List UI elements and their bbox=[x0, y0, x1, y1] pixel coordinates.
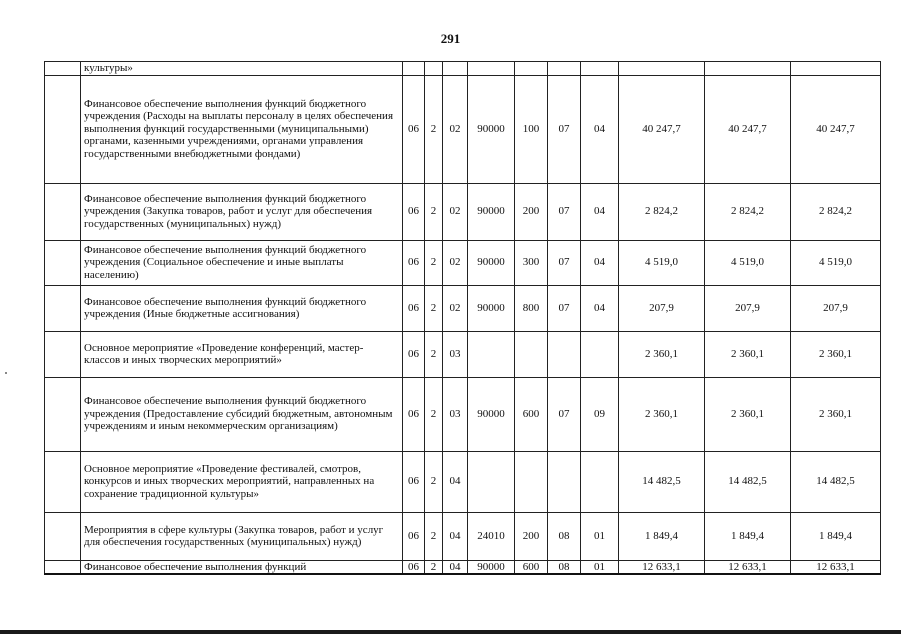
sum-year-1-cell: 2 824,2 bbox=[619, 183, 705, 240]
direction-code-cell bbox=[468, 331, 515, 377]
sum-year-2-cell: 14 482,5 bbox=[705, 451, 791, 512]
expense-type-cell: 300 bbox=[515, 240, 548, 285]
subprogram-code-cell: 2 bbox=[425, 512, 443, 560]
expense-name-cell: Основное мероприятие «Проведение конференций, мастер-классов и иных творческих мероприятий» bbox=[81, 331, 403, 377]
sum-year-1-cell: 1 849,4 bbox=[619, 512, 705, 560]
direction-code-cell: 90000 bbox=[468, 285, 515, 331]
expense-type-cell: 200 bbox=[515, 512, 548, 560]
sum-year-3-cell: 207,9 bbox=[791, 285, 881, 331]
program-code-cell: 06 bbox=[403, 240, 425, 285]
expense-type-cell bbox=[515, 331, 548, 377]
direction-code-cell: 90000 bbox=[468, 560, 515, 574]
section-cell bbox=[548, 451, 581, 512]
program-code-cell: 06 bbox=[403, 377, 425, 451]
subsection-cell: 04 bbox=[581, 240, 619, 285]
program-code-cell: 06 bbox=[403, 285, 425, 331]
direction-code-cell: 24010 bbox=[468, 512, 515, 560]
table-row bbox=[45, 512, 881, 560]
row-number-cell bbox=[45, 512, 81, 560]
sum-year-2-cell: 2 360,1 bbox=[705, 331, 791, 377]
sum-year-3-cell: 1 849,4 bbox=[791, 512, 881, 560]
table-row bbox=[45, 377, 881, 451]
sum-year-3-cell: 2 824,2 bbox=[791, 183, 881, 240]
table-row bbox=[45, 183, 881, 240]
event-code-cell: 04 bbox=[443, 560, 468, 574]
section-cell: 07 bbox=[548, 377, 581, 451]
sum-year-1-cell: 207,9 bbox=[619, 285, 705, 331]
direction-code-cell bbox=[468, 451, 515, 512]
subprogram-code-cell: 2 bbox=[425, 377, 443, 451]
subprogram-code-cell: 2 bbox=[425, 331, 443, 377]
sum-year-2-cell: 207,9 bbox=[705, 285, 791, 331]
expense-type-cell: 600 bbox=[515, 560, 548, 574]
sum-year-2-cell: 40 247,7 bbox=[705, 75, 791, 183]
subsection-cell: 04 bbox=[581, 183, 619, 240]
event-code-cell: 04 bbox=[443, 451, 468, 512]
event-code-cell: 02 bbox=[443, 240, 468, 285]
sum-year-1-cell: 14 482,5 bbox=[619, 451, 705, 512]
program-code-cell: 06 bbox=[403, 331, 425, 377]
program-code-cell: 06 bbox=[403, 75, 425, 183]
subsection-cell: 09 bbox=[581, 377, 619, 451]
expense-type-cell: 800 bbox=[515, 285, 548, 331]
subprogram-code-cell: 2 bbox=[425, 451, 443, 512]
program-code-cell: 06 bbox=[403, 451, 425, 512]
subsection-cell: 01 bbox=[581, 560, 619, 574]
expense-name-cell: Финансовое обеспечение выполнения функций bbox=[81, 560, 403, 574]
subsection-cell: 04 bbox=[581, 285, 619, 331]
expense-type-cell bbox=[515, 62, 548, 76]
subsection-cell: 01 bbox=[581, 512, 619, 560]
subsection-cell: 04 bbox=[581, 75, 619, 183]
subprogram-code-cell: 2 bbox=[425, 285, 443, 331]
sum-year-1-cell bbox=[619, 62, 705, 76]
section-cell bbox=[548, 331, 581, 377]
expense-name-cell: Мероприятия в сфере культуры (Закупка товаров, работ и услуг для обеспечения государственных (муниципальных) нужд) bbox=[81, 512, 403, 560]
section-cell: 07 bbox=[548, 285, 581, 331]
section-cell: 07 bbox=[548, 183, 581, 240]
sum-year-2-cell: 2 360,1 bbox=[705, 377, 791, 451]
sum-year-3-cell: 2 360,1 bbox=[791, 377, 881, 451]
table-row bbox=[45, 240, 881, 285]
table-row bbox=[45, 331, 881, 377]
event-code-cell: 04 bbox=[443, 512, 468, 560]
sum-year-3-cell bbox=[791, 62, 881, 76]
table-row bbox=[45, 451, 881, 512]
row-number-cell bbox=[45, 285, 81, 331]
row-number-cell bbox=[45, 75, 81, 183]
table-row bbox=[45, 285, 881, 331]
expense-name-cell: Финансовое обеспечение выполнения функций бюджетного учреждения (Закупка товаров, работ и услуг для обеспечения государственных (муниципальных) нужд) bbox=[81, 183, 403, 240]
sum-year-1-cell: 12 633,1 bbox=[619, 560, 705, 574]
event-code-cell bbox=[443, 62, 468, 76]
sum-year-2-cell: 4 519,0 bbox=[705, 240, 791, 285]
program-code-cell: 06 bbox=[403, 560, 425, 574]
subprogram-code-cell bbox=[425, 62, 443, 76]
section-cell: 07 bbox=[548, 240, 581, 285]
expense-name-cell: Финансовое обеспечение выполнения функций бюджетного учреждения (Расходы на выплаты персоналу в целях обеспечения выполнения функций государственными (муниципальными) органами, казенными учреждениями, органами управления государственными внебюджетными фондами) bbox=[81, 75, 403, 183]
subsection-cell bbox=[581, 62, 619, 76]
table-row bbox=[45, 560, 881, 574]
budget-table bbox=[44, 61, 881, 575]
subsection-cell bbox=[581, 331, 619, 377]
sum-year-2-cell bbox=[705, 62, 791, 76]
subprogram-code-cell: 2 bbox=[425, 183, 443, 240]
section-cell: 08 bbox=[548, 512, 581, 560]
expense-type-cell: 100 bbox=[515, 75, 548, 183]
direction-code-cell bbox=[468, 62, 515, 76]
table-row bbox=[45, 62, 881, 76]
sum-year-3-cell: 4 519,0 bbox=[791, 240, 881, 285]
expense-name-cell: Финансовое обеспечение выполнения функций бюджетного учреждения (Предоставление субсидий бюджетным, автономным учреждениям и иным некоммерческим организациям) bbox=[81, 377, 403, 451]
event-code-cell: 02 bbox=[443, 285, 468, 331]
program-code-cell: 06 bbox=[403, 512, 425, 560]
expense-name-cell: культуры» bbox=[81, 62, 403, 76]
expense-type-cell: 600 bbox=[515, 377, 548, 451]
event-code-cell: 03 bbox=[443, 377, 468, 451]
subsection-cell bbox=[581, 451, 619, 512]
sum-year-3-cell: 40 247,7 bbox=[791, 75, 881, 183]
subprogram-code-cell: 2 bbox=[425, 75, 443, 183]
table-row bbox=[45, 75, 881, 183]
event-code-cell: 03 bbox=[443, 331, 468, 377]
section-cell bbox=[548, 62, 581, 76]
row-number-cell bbox=[45, 62, 81, 76]
row-number-cell bbox=[45, 560, 81, 574]
subprogram-code-cell: 2 bbox=[425, 240, 443, 285]
subprogram-code-cell: 2 bbox=[425, 560, 443, 574]
program-code-cell bbox=[403, 62, 425, 76]
expense-type-cell bbox=[515, 451, 548, 512]
expense-name-cell: Финансовое обеспечение выполнения функций бюджетного учреждения (Иные бюджетные ассигнования) bbox=[81, 285, 403, 331]
event-code-cell: 02 bbox=[443, 75, 468, 183]
row-number-cell bbox=[45, 240, 81, 285]
sum-year-3-cell: 12 633,1 bbox=[791, 560, 881, 574]
sum-year-1-cell: 4 519,0 bbox=[619, 240, 705, 285]
program-code-cell: 06 bbox=[403, 183, 425, 240]
sum-year-1-cell: 40 247,7 bbox=[619, 75, 705, 183]
expense-type-cell: 200 bbox=[515, 183, 548, 240]
sum-year-2-cell: 12 633,1 bbox=[705, 560, 791, 574]
row-number-cell bbox=[45, 331, 81, 377]
scan-artifact bbox=[5, 372, 7, 374]
expense-name-cell: Финансовое обеспечение выполнения функций бюджетного учреждения (Социальное обеспечение и иные выплаты населению) bbox=[81, 240, 403, 285]
sum-year-2-cell: 2 824,2 bbox=[705, 183, 791, 240]
row-number-cell bbox=[45, 183, 81, 240]
direction-code-cell: 90000 bbox=[468, 183, 515, 240]
row-number-cell bbox=[45, 451, 81, 512]
sum-year-3-cell: 14 482,5 bbox=[791, 451, 881, 512]
sum-year-1-cell: 2 360,1 bbox=[619, 331, 705, 377]
direction-code-cell: 90000 bbox=[468, 75, 515, 183]
table-body bbox=[45, 62, 881, 575]
sum-year-1-cell: 2 360,1 bbox=[619, 377, 705, 451]
page-number: 291 bbox=[440, 31, 461, 46]
event-code-cell: 02 bbox=[443, 183, 468, 240]
expense-name-cell: Основное мероприятие «Проведение фестивалей, смотров, конкурсов и иных творческих мероприятий, направленных на сохранение традиционной культуры» bbox=[81, 451, 403, 512]
page-bottom-rule bbox=[0, 630, 901, 634]
direction-code-cell: 90000 bbox=[468, 377, 515, 451]
sum-year-2-cell: 1 849,4 bbox=[705, 512, 791, 560]
sum-year-3-cell: 2 360,1 bbox=[791, 331, 881, 377]
direction-code-cell: 90000 bbox=[468, 240, 515, 285]
section-cell: 08 bbox=[548, 560, 581, 574]
row-number-cell bbox=[45, 377, 81, 451]
section-cell: 07 bbox=[548, 75, 581, 183]
